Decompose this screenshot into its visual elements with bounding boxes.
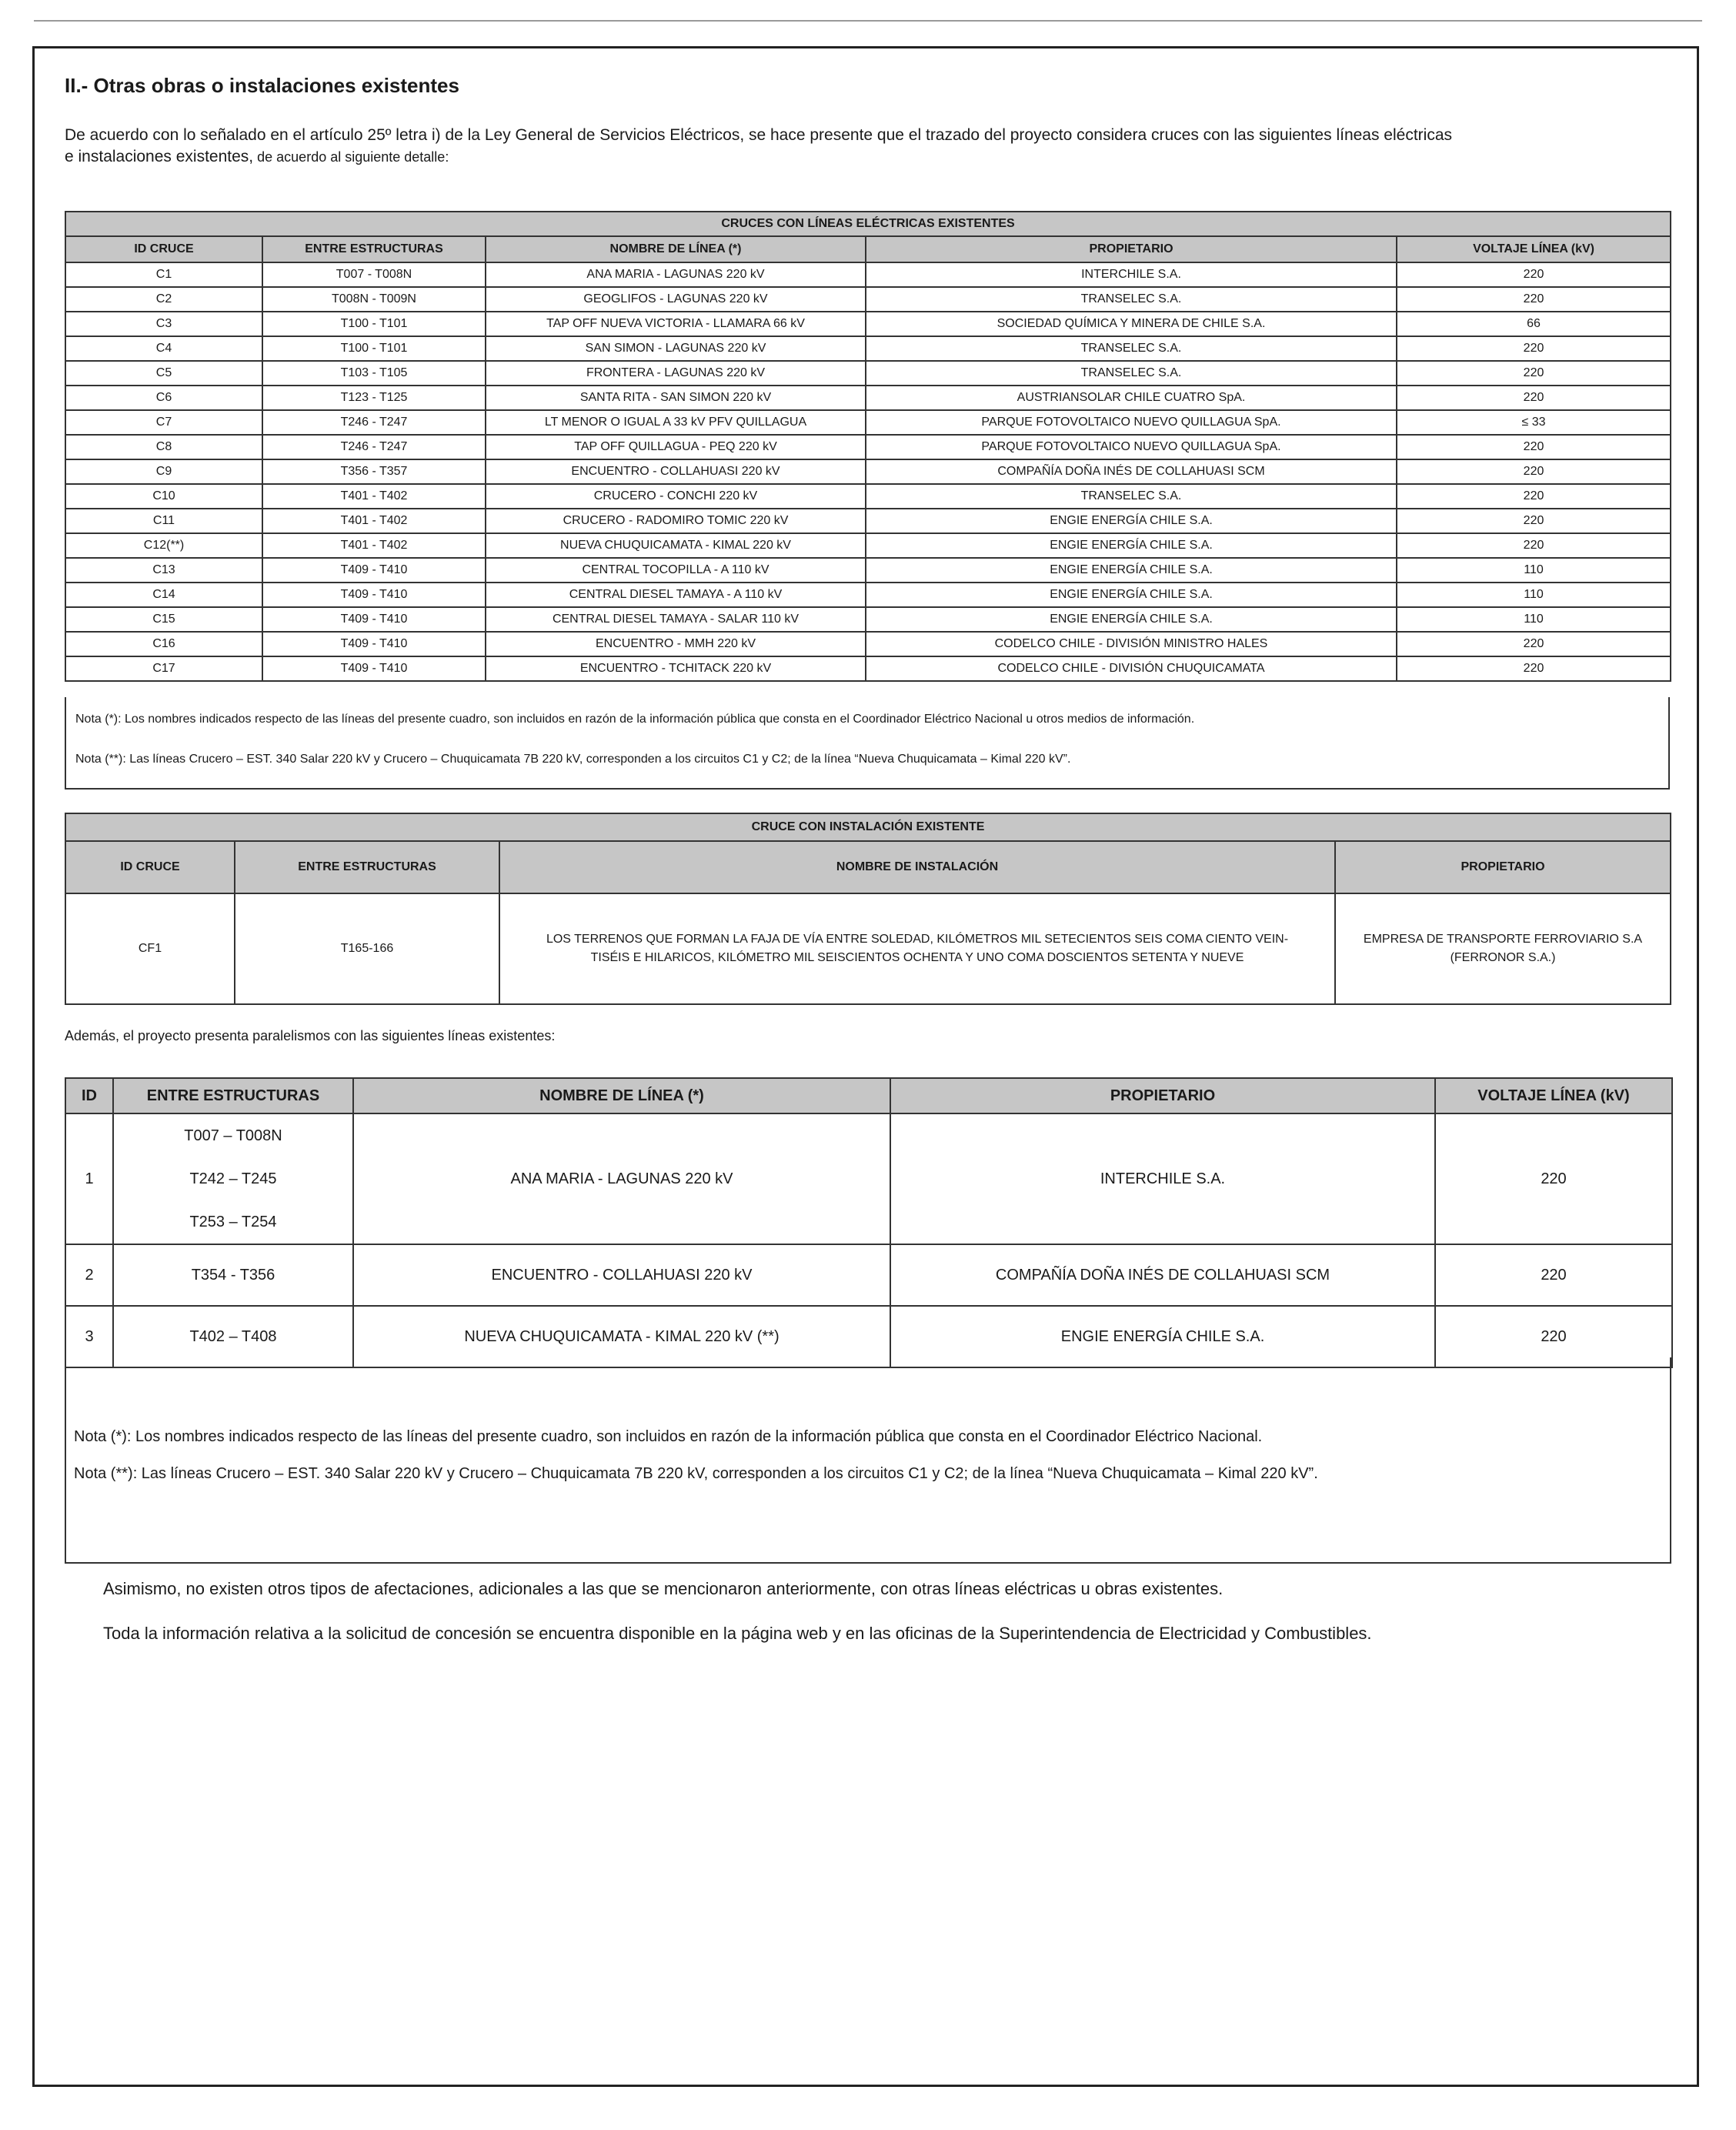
crossing-line-name: TAP OFF NUEVA VICTORIA - LLAMARA 66 kV [486, 312, 866, 336]
crossing-voltage: 66 [1397, 312, 1671, 336]
crossing-owner: TRANSELEC S.A. [866, 287, 1397, 312]
inst-header-structures: ENTRE ESTRUCTURAS [235, 841, 499, 893]
intro-line-1: De acuerdo con lo señalado en el artículo 25º letra i) de la Ley General de Servicios Eléctricos, se hace presente que el trazado del proyecto considera cruces con las siguientes líneas eléctricas [65, 126, 1453, 144]
crossing-line-name: CRUCERO - RADOMIRO TOMIC 220 kV [486, 509, 866, 533]
table-row [65, 386, 1671, 410]
par-line-name: ENCUENTRO - COLLAHUASI 220 kV [353, 1244, 890, 1306]
table-row [65, 287, 1671, 312]
par-structure-range: T007 – T008N [184, 1127, 282, 1144]
par-line-name: ANA MARIA - LAGUNAS 220 kV [353, 1113, 890, 1244]
par-voltage: 220 [1435, 1113, 1672, 1244]
par-header-id: ID [65, 1078, 113, 1113]
inst-header-name: NOMBRE DE INSTALACIÓN [499, 841, 1335, 893]
crossing-line-name: CENTRAL DIESEL TAMAYA - A 110 kV [486, 583, 866, 607]
crossing-owner: PARQUE FOTOVOLTAICO NUEVO QUILLAGUA SpA. [866, 410, 1397, 435]
par-structure-range: T253 – T254 [189, 1214, 277, 1230]
inst-name [499, 893, 1335, 1004]
table-row [65, 509, 1671, 533]
table-row [65, 262, 1671, 287]
col-header-structures: ENTRE ESTRUCTURAS [262, 236, 486, 262]
inst-header-id: ID CRUCE [65, 841, 235, 893]
crossing-id: C7 [65, 410, 262, 435]
crossings-notes [65, 697, 1670, 790]
crossing-line-name: SANTA RITA - SAN SIMON 220 kV [486, 386, 866, 410]
crossing-structures: T008N - T009N [262, 287, 486, 312]
section-intro [65, 125, 1673, 168]
crossing-owner: ENGIE ENERGÍA CHILE S.A. [866, 558, 1397, 583]
parallel-note-1: Nota (*): Los nombres indicados respecto de las líneas del presente cuadro, son incluidos en razón de la información pública que consta en el Coordinador Eléctrico Nacional. [74, 1428, 1263, 1445]
crossing-id: C13 [65, 558, 262, 583]
crossing-line-name: ENCUENTRO - TCHITACK 220 kV [486, 656, 866, 681]
crossing-voltage: 220 [1397, 459, 1671, 484]
crossing-id: C5 [65, 361, 262, 386]
inst-owner-line-1: EMPRESA DE TRANSPORTE FERROVIARIO S.A [1363, 933, 1643, 946]
crossing-structures: T123 - T125 [262, 386, 486, 410]
table-row [65, 410, 1671, 435]
table-row [65, 607, 1671, 632]
inst-owner [1335, 893, 1671, 1004]
par-line-name: NUEVA CHUQUICAMATA - KIMAL 220 kV (**) [353, 1306, 890, 1367]
crossing-line-name: CENTRAL TOCOPILLA - A 110 kV [486, 558, 866, 583]
crossing-voltage: 220 [1397, 533, 1671, 558]
par-owner: COMPAÑÍA DOÑA INÉS DE COLLAHUASI SCM [890, 1244, 1435, 1306]
crossing-structures: T401 - T402 [262, 509, 486, 533]
crossing-line-name: CENTRAL DIESEL TAMAYA - SALAR 110 kV [486, 607, 866, 632]
crossing-id: C4 [65, 336, 262, 361]
par-voltage: 220 [1435, 1244, 1672, 1306]
table-row [65, 893, 1671, 1004]
crossing-line-name: ANA MARIA - LAGUNAS 220 kV [486, 262, 866, 287]
crossing-voltage: 110 [1397, 558, 1671, 583]
crossings-table [65, 211, 1671, 682]
crossing-owner: AUSTRIANSOLAR CHILE CUATRO SpA. [866, 386, 1397, 410]
crossing-line-name: ENCUENTRO - MMH 220 kV [486, 632, 866, 656]
parallel-intro: Además, el proyecto presenta paralelismos con las siguientes líneas existentes: [65, 1028, 556, 1043]
inst-structures: T165-166 [235, 893, 499, 1004]
par-structures: T354 - T356 [113, 1244, 353, 1306]
crossing-id: C16 [65, 632, 262, 656]
crossings-table-body [65, 262, 1671, 681]
crossing-id: C12(**) [65, 533, 262, 558]
crossing-owner: PARQUE FOTOVOLTAICO NUEVO QUILLAGUA SpA. [866, 435, 1397, 459]
installation-table-caption: CRUCE CON INSTALACIÓN EXISTENTE [65, 813, 1671, 841]
crossing-voltage: 110 [1397, 583, 1671, 607]
crossing-voltage: 220 [1397, 386, 1671, 410]
crossing-id: C9 [65, 459, 262, 484]
crossing-id: C6 [65, 386, 262, 410]
par-owner: INTERCHILE S.A. [890, 1113, 1435, 1244]
col-header-line-name: NOMBRE DE LÍNEA (*) [486, 236, 866, 262]
parallel-notes [65, 1357, 1671, 1564]
crossings-table-caption: CRUCES CON LÍNEAS ELÉCTRICAS EXISTENTES [65, 212, 1671, 236]
crossing-owner: CODELCO CHILE - DIVISIÓN CHUQUICAMATA [866, 656, 1397, 681]
table-row [65, 583, 1671, 607]
crossing-voltage: 220 [1397, 632, 1671, 656]
table-row [65, 336, 1671, 361]
crossing-voltage: 220 [1397, 509, 1671, 533]
crossing-line-name: ENCUENTRO - COLLAHUASI 220 kV [486, 459, 866, 484]
parallel-note-2: Nota (**): Las líneas Crucero – EST. 340 Salar 220 kV y Crucero – Chuquicamata 7B 220 kV, corresponden a los circuitos C1 y C2; de la línea “Nueva Chuquicamata – Kimal 220 kV”. [74, 1465, 1318, 1482]
crossing-structures: T401 - T402 [262, 484, 486, 509]
installation-table [65, 813, 1671, 1005]
crossing-line-name: CRUCERO - CONCHI 220 kV [486, 484, 866, 509]
crossing-owner: TRANSELEC S.A. [866, 336, 1397, 361]
par-structure-range: T242 – T245 [189, 1170, 277, 1187]
crossing-structures: T246 - T247 [262, 410, 486, 435]
crossings-note-2: Nota (**): Las líneas Crucero – EST. 340 Salar 220 kV y Crucero – Chuquicamata 7B 220 kV, corresponden a los circuitos C1 y C2; de la línea “Nueva Chuquicamata – Kimal 220 kV”. [75, 753, 1071, 766]
crossing-structures: T246 - T247 [262, 435, 486, 459]
crossing-voltage: 220 [1397, 287, 1671, 312]
crossing-structures: T401 - T402 [262, 533, 486, 558]
inst-id: CF1 [65, 893, 235, 1004]
crossing-owner: ENGIE ENERGÍA CHILE S.A. [866, 607, 1397, 632]
closing-line-2: Toda la información relativa a la solicitud de concesión se encuentra disponible en la página web y en las oficinas de la Superintendencia de Electricidad y Combustibles. [103, 1624, 1372, 1643]
crossing-structures: T409 - T410 [262, 656, 486, 681]
crossing-id: C2 [65, 287, 262, 312]
table-row [65, 1113, 1672, 1244]
crossing-owner: ENGIE ENERGÍA CHILE S.A. [866, 583, 1397, 607]
par-id: 2 [65, 1244, 113, 1306]
crossing-line-name: TAP OFF QUILLAGUA - PEQ 220 kV [486, 435, 866, 459]
col-header-voltage: VOLTAJE LÍNEA (kV) [1397, 236, 1671, 262]
par-id: 1 [65, 1113, 113, 1244]
header-rule [34, 20, 1702, 22]
col-header-owner: PROPIETARIO [866, 236, 1397, 262]
crossing-voltage: 110 [1397, 607, 1671, 632]
crossing-line-name: NUEVA CHUQUICAMATA - KIMAL 220 kV [486, 533, 866, 558]
table-row [65, 1244, 1672, 1306]
crossing-voltage: 220 [1397, 262, 1671, 287]
crossing-voltage: ≤ 33 [1397, 410, 1671, 435]
col-header-id: ID CRUCE [65, 236, 262, 262]
crossing-structures: T409 - T410 [262, 558, 486, 583]
crossing-id: C14 [65, 583, 262, 607]
closing-line-1: Asimismo, no existen otros tipos de afectaciones, adicionales a las que se mencionaron anteriormente, con otras líneas eléctricas u obras existentes. [103, 1579, 1224, 1598]
par-header-owner: PROPIETARIO [890, 1078, 1435, 1113]
par-id: 3 [65, 1306, 113, 1367]
table-row [65, 558, 1671, 583]
crossing-owner: TRANSELEC S.A. [866, 484, 1397, 509]
crossing-id: C17 [65, 656, 262, 681]
table-row [65, 656, 1671, 681]
crossing-id: C1 [65, 262, 262, 287]
crossing-structures: T007 - T008N [262, 262, 486, 287]
crossings-note-1: Nota (*): Los nombres indicados respecto de las líneas del presente cuadro, son incluidos en razón de la información pública que consta en el Coordinador Eléctrico Nacional u otros medios de información. [75, 713, 1195, 726]
table-row [65, 533, 1671, 558]
crossing-owner: SOCIEDAD QUÍMICA Y MINERA DE CHILE S.A. [866, 312, 1397, 336]
crossing-structures: T409 - T410 [262, 632, 486, 656]
par-header-line-name: NOMBRE DE LÍNEA (*) [353, 1078, 890, 1113]
par-owner: ENGIE ENERGÍA CHILE S.A. [890, 1306, 1435, 1367]
crossing-line-name: SAN SIMON - LAGUNAS 220 kV [486, 336, 866, 361]
crossing-voltage: 220 [1397, 336, 1671, 361]
table-row [65, 312, 1671, 336]
par-structures: T402 – T408 [113, 1306, 353, 1367]
inst-name-line-1: LOS TERRENOS QUE FORMAN LA FAJA DE VÍA ENTRE SOLEDAD, KILÓMETROS MIL SETECIENTOS SEIS COMA CIENTO VEIN- [546, 933, 1289, 946]
inst-name-line-2: TISÉIS E HILARICOS, KILÓMETRO MIL SEISCIENTOS OCHENTA Y UNO COMA DOSCIENTOS SETENTA Y NUEVE [590, 951, 1244, 964]
crossing-structures: T409 - T410 [262, 607, 486, 632]
inst-header-owner: PROPIETARIO [1335, 841, 1671, 893]
par-header-structures: ENTRE ESTRUCTURAS [113, 1078, 353, 1113]
crossing-owner: INTERCHILE S.A. [866, 262, 1397, 287]
crossing-line-name: FRONTERA - LAGUNAS 220 kV [486, 361, 866, 386]
crossing-owner: COMPAÑÍA DOÑA INÉS DE COLLAHUASI SCM [866, 459, 1397, 484]
crossing-id: C8 [65, 435, 262, 459]
crossing-id: C11 [65, 509, 262, 533]
crossing-voltage: 220 [1397, 435, 1671, 459]
intro-line-2b: de acuerdo al siguiente detalle: [253, 149, 449, 165]
table-row [65, 632, 1671, 656]
inst-owner-line-2: (FERRONOR S.A.) [1450, 951, 1556, 964]
crossing-structures: T103 - T105 [262, 361, 486, 386]
crossing-owner: ENGIE ENERGÍA CHILE S.A. [866, 533, 1397, 558]
crossing-voltage: 220 [1397, 656, 1671, 681]
crossing-structures: T100 - T101 [262, 312, 486, 336]
crossing-voltage: 220 [1397, 361, 1671, 386]
crossing-structures: T409 - T410 [262, 583, 486, 607]
par-structures [113, 1113, 353, 1244]
crossing-line-name: GEOGLIFOS - LAGUNAS 220 kV [486, 287, 866, 312]
crossing-voltage: 220 [1397, 484, 1671, 509]
par-voltage: 220 [1435, 1306, 1672, 1367]
table-row [65, 435, 1671, 459]
crossing-id: C15 [65, 607, 262, 632]
crossing-line-name: LT MENOR O IGUAL A 33 kV PFV QUILLAGUA [486, 410, 866, 435]
table-row [65, 459, 1671, 484]
crossing-id: C10 [65, 484, 262, 509]
table-row [65, 484, 1671, 509]
parallel-table [65, 1077, 1673, 1368]
crossing-owner: ENGIE ENERGÍA CHILE S.A. [866, 509, 1397, 533]
par-header-voltage: VOLTAJE LÍNEA (kV) [1435, 1078, 1672, 1113]
intro-line-2a: e instalaciones existentes, [65, 148, 254, 165]
crossing-owner: CODELCO CHILE - DIVISIÓN MINISTRO HALES [866, 632, 1397, 656]
crossing-structures: T100 - T101 [262, 336, 486, 361]
section-title: II.- Otras obras o instalaciones existentes [65, 74, 459, 97]
crossing-structures: T356 - T357 [262, 459, 486, 484]
crossing-owner: TRANSELEC S.A. [866, 361, 1397, 386]
crossing-id: C3 [65, 312, 262, 336]
table-row [65, 361, 1671, 386]
